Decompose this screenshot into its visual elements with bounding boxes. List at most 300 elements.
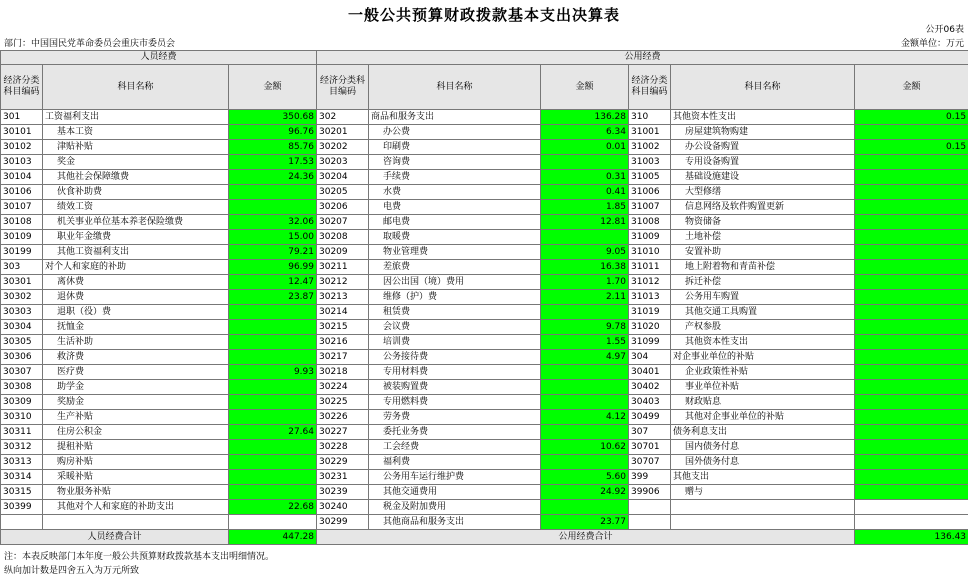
department-label: 部门：中国国民党革命委员会重庆市委员会 xyxy=(4,39,176,49)
table-row xyxy=(1,290,968,305)
item-code: 310 xyxy=(629,110,671,125)
item-name: 国内债务付息 xyxy=(671,440,855,455)
item-code: 30239 xyxy=(317,485,369,500)
item-amount xyxy=(229,350,317,365)
item-code: 30229 xyxy=(317,455,369,470)
item-amount xyxy=(855,275,968,290)
item-amount xyxy=(855,410,968,425)
item-name: 其他对个人和家庭的补助支出 xyxy=(43,500,229,515)
col-header-code: 经济分类科目编码 xyxy=(1,65,43,110)
item-code: 399 xyxy=(629,470,671,485)
item-code: 30226 xyxy=(317,410,369,425)
personnel-total-value: 447.28 xyxy=(229,530,317,545)
table-row xyxy=(1,455,968,470)
item-amount xyxy=(855,455,968,470)
table-row xyxy=(1,260,968,275)
table-row xyxy=(1,515,968,530)
item-amount xyxy=(229,185,317,200)
item-code: 30101 xyxy=(1,125,43,140)
item-code: 30312 xyxy=(1,440,43,455)
item-name: 差旅费 xyxy=(369,260,541,275)
item-amount: 85.76 xyxy=(229,140,317,155)
item-code xyxy=(629,515,671,530)
item-code: 30305 xyxy=(1,335,43,350)
table-row xyxy=(1,215,968,230)
item-name: 提租补贴 xyxy=(43,440,229,455)
item-code: 30311 xyxy=(1,425,43,440)
item-amount: 1.85 xyxy=(541,200,629,215)
item-amount xyxy=(855,485,968,500)
item-code: 307 xyxy=(629,425,671,440)
item-name: 因公出国（境）费用 xyxy=(369,275,541,290)
item-code: 301 xyxy=(1,110,43,125)
item-amount: 24.92 xyxy=(541,485,629,500)
item-code: 31010 xyxy=(629,245,671,260)
item-name: 助学金 xyxy=(43,380,229,395)
table-row xyxy=(1,155,968,170)
item-amount xyxy=(541,380,629,395)
table-row xyxy=(1,440,968,455)
item-name: 财政贴息 xyxy=(671,395,855,410)
item-amount: 12.47 xyxy=(229,275,317,290)
item-name: 咨询费 xyxy=(369,155,541,170)
item-name: 公务用车运行维护费 xyxy=(369,470,541,485)
item-name: 救济费 xyxy=(43,350,229,365)
item-name: 专用设备购置 xyxy=(671,155,855,170)
item-code: 302 xyxy=(317,110,369,125)
item-code: 30315 xyxy=(1,485,43,500)
item-amount: 0.15 xyxy=(855,140,968,155)
item-amount xyxy=(541,395,629,410)
item-amount xyxy=(855,290,968,305)
item-code: 30206 xyxy=(317,200,369,215)
item-code: 31008 xyxy=(629,215,671,230)
public-total-label: 公用经费合计 xyxy=(317,530,855,545)
item-amount xyxy=(229,200,317,215)
item-amount: 1.55 xyxy=(541,335,629,350)
item-code: 30304 xyxy=(1,320,43,335)
item-code: 30314 xyxy=(1,470,43,485)
item-amount xyxy=(855,125,968,140)
item-code: 30225 xyxy=(317,395,369,410)
table-row xyxy=(1,140,968,155)
item-name xyxy=(43,515,229,530)
item-amount xyxy=(855,170,968,185)
item-name: 会议费 xyxy=(369,320,541,335)
table-row xyxy=(1,500,968,515)
item-name: 其他对企事业单位的补贴 xyxy=(671,410,855,425)
item-amount: 32.06 xyxy=(229,215,317,230)
item-code: 30707 xyxy=(629,455,671,470)
item-name: 基本工资 xyxy=(43,125,229,140)
item-name: 生活补助 xyxy=(43,335,229,350)
item-name: 房屋建筑物购建 xyxy=(671,125,855,140)
item-amount: 6.34 xyxy=(541,125,629,140)
item-name: 手续费 xyxy=(369,170,541,185)
item-code: 31007 xyxy=(629,200,671,215)
item-amount xyxy=(541,455,629,470)
table-row xyxy=(1,185,968,200)
item-code: 30103 xyxy=(1,155,43,170)
item-name: 其他交通费用 xyxy=(369,485,541,500)
table-row xyxy=(1,200,968,215)
item-amount xyxy=(855,425,968,440)
item-name: 取暖费 xyxy=(369,230,541,245)
item-code: 31005 xyxy=(629,170,671,185)
item-name: 福利费 xyxy=(369,455,541,470)
item-name: 委托业务费 xyxy=(369,425,541,440)
item-amount: 23.77 xyxy=(541,515,629,530)
item-name: 伙食补助费 xyxy=(43,185,229,200)
item-amount xyxy=(855,350,968,365)
item-name: 产权参股 xyxy=(671,320,855,335)
item-code: 30208 xyxy=(317,230,369,245)
item-amount: 96.76 xyxy=(229,125,317,140)
item-code: 30108 xyxy=(1,215,43,230)
item-name: 债务利息支出 xyxy=(671,425,855,440)
item-name: 对企事业单位的补贴 xyxy=(671,350,855,365)
item-name: 事业单位补贴 xyxy=(671,380,855,395)
col-header-name: 科目名称 xyxy=(43,65,229,110)
item-code: 30240 xyxy=(317,500,369,515)
item-name: 办公设备购置 xyxy=(671,140,855,155)
expenditure-table xyxy=(0,50,968,545)
table-row xyxy=(1,470,968,485)
item-name: 拆迁补偿 xyxy=(671,275,855,290)
item-name: 公务接待费 xyxy=(369,350,541,365)
item-code: 30401 xyxy=(629,365,671,380)
item-code: 30203 xyxy=(317,155,369,170)
item-code: 31099 xyxy=(629,335,671,350)
item-name: 奖励金 xyxy=(43,395,229,410)
item-code: 30205 xyxy=(317,185,369,200)
item-code: 30211 xyxy=(317,260,369,275)
item-name: 其他资本性支出 xyxy=(671,335,855,350)
item-amount xyxy=(855,380,968,395)
item-code: 30107 xyxy=(1,200,43,215)
item-name: 邮电费 xyxy=(369,215,541,230)
table-row xyxy=(1,380,968,395)
item-name: 其他资本性支出 xyxy=(671,110,855,125)
item-amount xyxy=(855,365,968,380)
item-name: 基础设施建设 xyxy=(671,170,855,185)
item-amount: 9.93 xyxy=(229,365,317,380)
item-code: 31019 xyxy=(629,305,671,320)
item-amount xyxy=(855,185,968,200)
col-header-amount: 金额 xyxy=(855,65,968,110)
item-code: 30109 xyxy=(1,230,43,245)
public-total-value: 136.43 xyxy=(855,530,968,545)
item-amount: 22.68 xyxy=(229,500,317,515)
item-name: 税金及附加费用 xyxy=(369,500,541,515)
item-amount: 96.99 xyxy=(229,260,317,275)
item-code: 30106 xyxy=(1,185,43,200)
item-code: 30301 xyxy=(1,275,43,290)
item-code: 30102 xyxy=(1,140,43,155)
table-note-rounding: 纵向加计数是四舍五入为万元所致 xyxy=(4,566,140,576)
item-amount: 350.68 xyxy=(229,110,317,125)
col-header-name: 科目名称 xyxy=(369,65,541,110)
col-header-name: 科目名称 xyxy=(671,65,855,110)
item-code: 30403 xyxy=(629,395,671,410)
item-code: 30307 xyxy=(1,365,43,380)
item-code: 30199 xyxy=(1,245,43,260)
table-row xyxy=(1,350,968,365)
item-code: 30306 xyxy=(1,350,43,365)
item-amount xyxy=(229,380,317,395)
item-amount: 27.64 xyxy=(229,425,317,440)
item-name xyxy=(671,515,855,530)
item-name: 对个人和家庭的补助 xyxy=(43,260,229,275)
item-code: 30215 xyxy=(317,320,369,335)
table-row xyxy=(1,395,968,410)
item-code: 30202 xyxy=(317,140,369,155)
item-name: 抚恤金 xyxy=(43,320,229,335)
table-row xyxy=(1,245,968,260)
item-code: 31013 xyxy=(629,290,671,305)
item-name: 印刷费 xyxy=(369,140,541,155)
item-amount: 17.53 xyxy=(229,155,317,170)
item-name: 大型修缮 xyxy=(671,185,855,200)
item-code: 31009 xyxy=(629,230,671,245)
item-name: 生产补贴 xyxy=(43,410,229,425)
item-amount xyxy=(229,515,317,530)
item-name: 租赁费 xyxy=(369,305,541,320)
item-name: 职业年金缴费 xyxy=(43,230,229,245)
item-amount xyxy=(855,515,968,530)
item-name: 购房补贴 xyxy=(43,455,229,470)
report-title: 一般公共预算财政拨款基本支出决算表 xyxy=(347,6,620,24)
item-code: 30309 xyxy=(1,395,43,410)
table-row xyxy=(1,485,968,500)
item-code: 30227 xyxy=(317,425,369,440)
item-amount: 9.05 xyxy=(541,245,629,260)
item-name: 办公费 xyxy=(369,125,541,140)
item-name: 赠与 xyxy=(671,485,855,500)
report-code: 公开06表 xyxy=(925,25,964,35)
item-amount xyxy=(229,485,317,500)
item-amount xyxy=(229,320,317,335)
item-name: 退职（役）费 xyxy=(43,305,229,320)
item-code: 30201 xyxy=(317,125,369,140)
item-amount xyxy=(855,305,968,320)
item-code: 31020 xyxy=(629,320,671,335)
item-code: 30212 xyxy=(317,275,369,290)
item-code xyxy=(629,500,671,515)
item-amount: 0.41 xyxy=(541,185,629,200)
item-name: 地上附着物和青苗补偿 xyxy=(671,260,855,275)
item-amount: 0.31 xyxy=(541,170,629,185)
item-code: 31012 xyxy=(629,275,671,290)
item-amount xyxy=(855,155,968,170)
item-name: 其他社会保障缴费 xyxy=(43,170,229,185)
item-name: 国外债务付息 xyxy=(671,455,855,470)
item-code: 30313 xyxy=(1,455,43,470)
item-amount xyxy=(229,305,317,320)
item-amount xyxy=(229,470,317,485)
table-row xyxy=(1,275,968,290)
item-amount xyxy=(229,455,317,470)
item-name: 离休费 xyxy=(43,275,229,290)
item-name: 专用燃料费 xyxy=(369,395,541,410)
item-code: 30204 xyxy=(317,170,369,185)
item-name: 其他支出 xyxy=(671,470,855,485)
item-amount xyxy=(855,320,968,335)
item-code: 30218 xyxy=(317,365,369,380)
item-amount: 23.87 xyxy=(229,290,317,305)
item-amount xyxy=(541,305,629,320)
item-amount: 4.97 xyxy=(541,350,629,365)
personnel-total-label: 人员经费合计 xyxy=(1,530,229,545)
item-amount xyxy=(541,155,629,170)
item-amount: 4.12 xyxy=(541,410,629,425)
item-name: 采暖补贴 xyxy=(43,470,229,485)
item-amount xyxy=(541,425,629,440)
item-code: 30224 xyxy=(317,380,369,395)
item-amount: 2.11 xyxy=(541,290,629,305)
item-amount xyxy=(229,410,317,425)
item-code: 30302 xyxy=(1,290,43,305)
item-code: 30231 xyxy=(317,470,369,485)
item-amount xyxy=(229,440,317,455)
table-note: 注：本表反映部门本年度一般公共预算财政拨款基本支出明细情况。 xyxy=(4,552,275,562)
item-code: 31002 xyxy=(629,140,671,155)
item-name: 工资福利支出 xyxy=(43,110,229,125)
table-row xyxy=(1,335,968,350)
item-amount: 1.70 xyxy=(541,275,629,290)
item-amount xyxy=(229,335,317,350)
item-code: 30207 xyxy=(317,215,369,230)
item-name: 劳务费 xyxy=(369,410,541,425)
item-name: 工会经费 xyxy=(369,440,541,455)
item-amount xyxy=(855,200,968,215)
col-header-code: 经济分类科目编码 xyxy=(317,65,369,110)
table-row xyxy=(1,170,968,185)
item-name: 企业政策性补贴 xyxy=(671,365,855,380)
item-name: 被装购置费 xyxy=(369,380,541,395)
section-public: 公用经费 xyxy=(317,51,968,65)
item-name: 安置补助 xyxy=(671,245,855,260)
item-name: 住房公积金 xyxy=(43,425,229,440)
item-amount: 5.60 xyxy=(541,470,629,485)
item-name: 物资储备 xyxy=(671,215,855,230)
item-amount: 0.15 xyxy=(855,110,968,125)
item-amount xyxy=(541,365,629,380)
item-name: 公务用车购置 xyxy=(671,290,855,305)
item-name: 商品和服务支出 xyxy=(369,110,541,125)
item-name: 土地补偿 xyxy=(671,230,855,245)
item-amount xyxy=(855,215,968,230)
item-name: 其他商品和服务支出 xyxy=(369,515,541,530)
item-code: 30216 xyxy=(317,335,369,350)
item-amount xyxy=(855,500,968,515)
section-personnel: 人员经费 xyxy=(1,51,317,65)
item-name: 培训费 xyxy=(369,335,541,350)
item-name: 其他工资福利支出 xyxy=(43,245,229,260)
item-amount xyxy=(541,500,629,515)
item-name: 物业管理费 xyxy=(369,245,541,260)
item-amount xyxy=(229,395,317,410)
table-row xyxy=(1,365,968,380)
item-code: 30209 xyxy=(317,245,369,260)
item-code: 30399 xyxy=(1,500,43,515)
item-name: 维修（护）费 xyxy=(369,290,541,305)
item-amount: 10.62 xyxy=(541,440,629,455)
table-row xyxy=(1,230,968,245)
item-code: 304 xyxy=(629,350,671,365)
item-code: 39906 xyxy=(629,485,671,500)
item-amount: 15.00 xyxy=(229,230,317,245)
item-name: 医疗费 xyxy=(43,365,229,380)
item-name: 水费 xyxy=(369,185,541,200)
table-row xyxy=(1,125,968,140)
table-row xyxy=(1,410,968,425)
item-code: 30104 xyxy=(1,170,43,185)
item-name: 奖金 xyxy=(43,155,229,170)
item-amount xyxy=(855,335,968,350)
item-code: 30499 xyxy=(629,410,671,425)
item-name: 物业服务补贴 xyxy=(43,485,229,500)
item-code: 30228 xyxy=(317,440,369,455)
item-amount xyxy=(855,245,968,260)
item-code: 30213 xyxy=(317,290,369,305)
item-code: 30701 xyxy=(629,440,671,455)
table-row xyxy=(1,320,968,335)
item-name: 退休费 xyxy=(43,290,229,305)
item-name: 专用材料费 xyxy=(369,365,541,380)
item-amount: 79.21 xyxy=(229,245,317,260)
item-code: 31006 xyxy=(629,185,671,200)
item-name: 津贴补贴 xyxy=(43,140,229,155)
item-code: 30303 xyxy=(1,305,43,320)
table-row xyxy=(1,305,968,320)
item-code: 31011 xyxy=(629,260,671,275)
item-amount xyxy=(855,260,968,275)
item-name: 信息网络及软件购置更新 xyxy=(671,200,855,215)
amount-unit-label: 金额单位：万元 xyxy=(900,39,964,49)
item-amount xyxy=(855,470,968,485)
col-header-amount: 金额 xyxy=(229,65,317,110)
item-name: 机关事业单位基本养老保险缴费 xyxy=(43,215,229,230)
item-amount: 12.81 xyxy=(541,215,629,230)
item-name: 其他交通工具购置 xyxy=(671,305,855,320)
item-code: 31003 xyxy=(629,155,671,170)
table-row xyxy=(1,425,968,440)
item-amount: 16.38 xyxy=(541,260,629,275)
table-row xyxy=(1,110,968,125)
item-amount: 136.28 xyxy=(541,110,629,125)
item-amount: 24.36 xyxy=(229,170,317,185)
col-header-amount: 金额 xyxy=(541,65,629,110)
item-code: 303 xyxy=(1,260,43,275)
item-code: 30310 xyxy=(1,410,43,425)
item-amount: 0.01 xyxy=(541,140,629,155)
item-amount xyxy=(855,395,968,410)
col-header-code: 经济分类科目编码 xyxy=(629,65,671,110)
item-amount xyxy=(541,230,629,245)
item-code: 31001 xyxy=(629,125,671,140)
item-name: 绩效工资 xyxy=(43,200,229,215)
item-code: 30402 xyxy=(629,380,671,395)
item-amount xyxy=(855,230,968,245)
item-code: 30217 xyxy=(317,350,369,365)
item-amount xyxy=(855,440,968,455)
item-code xyxy=(1,515,43,530)
item-name xyxy=(671,500,855,515)
item-amount: 9.78 xyxy=(541,320,629,335)
item-name: 电费 xyxy=(369,200,541,215)
item-code: 30214 xyxy=(317,305,369,320)
